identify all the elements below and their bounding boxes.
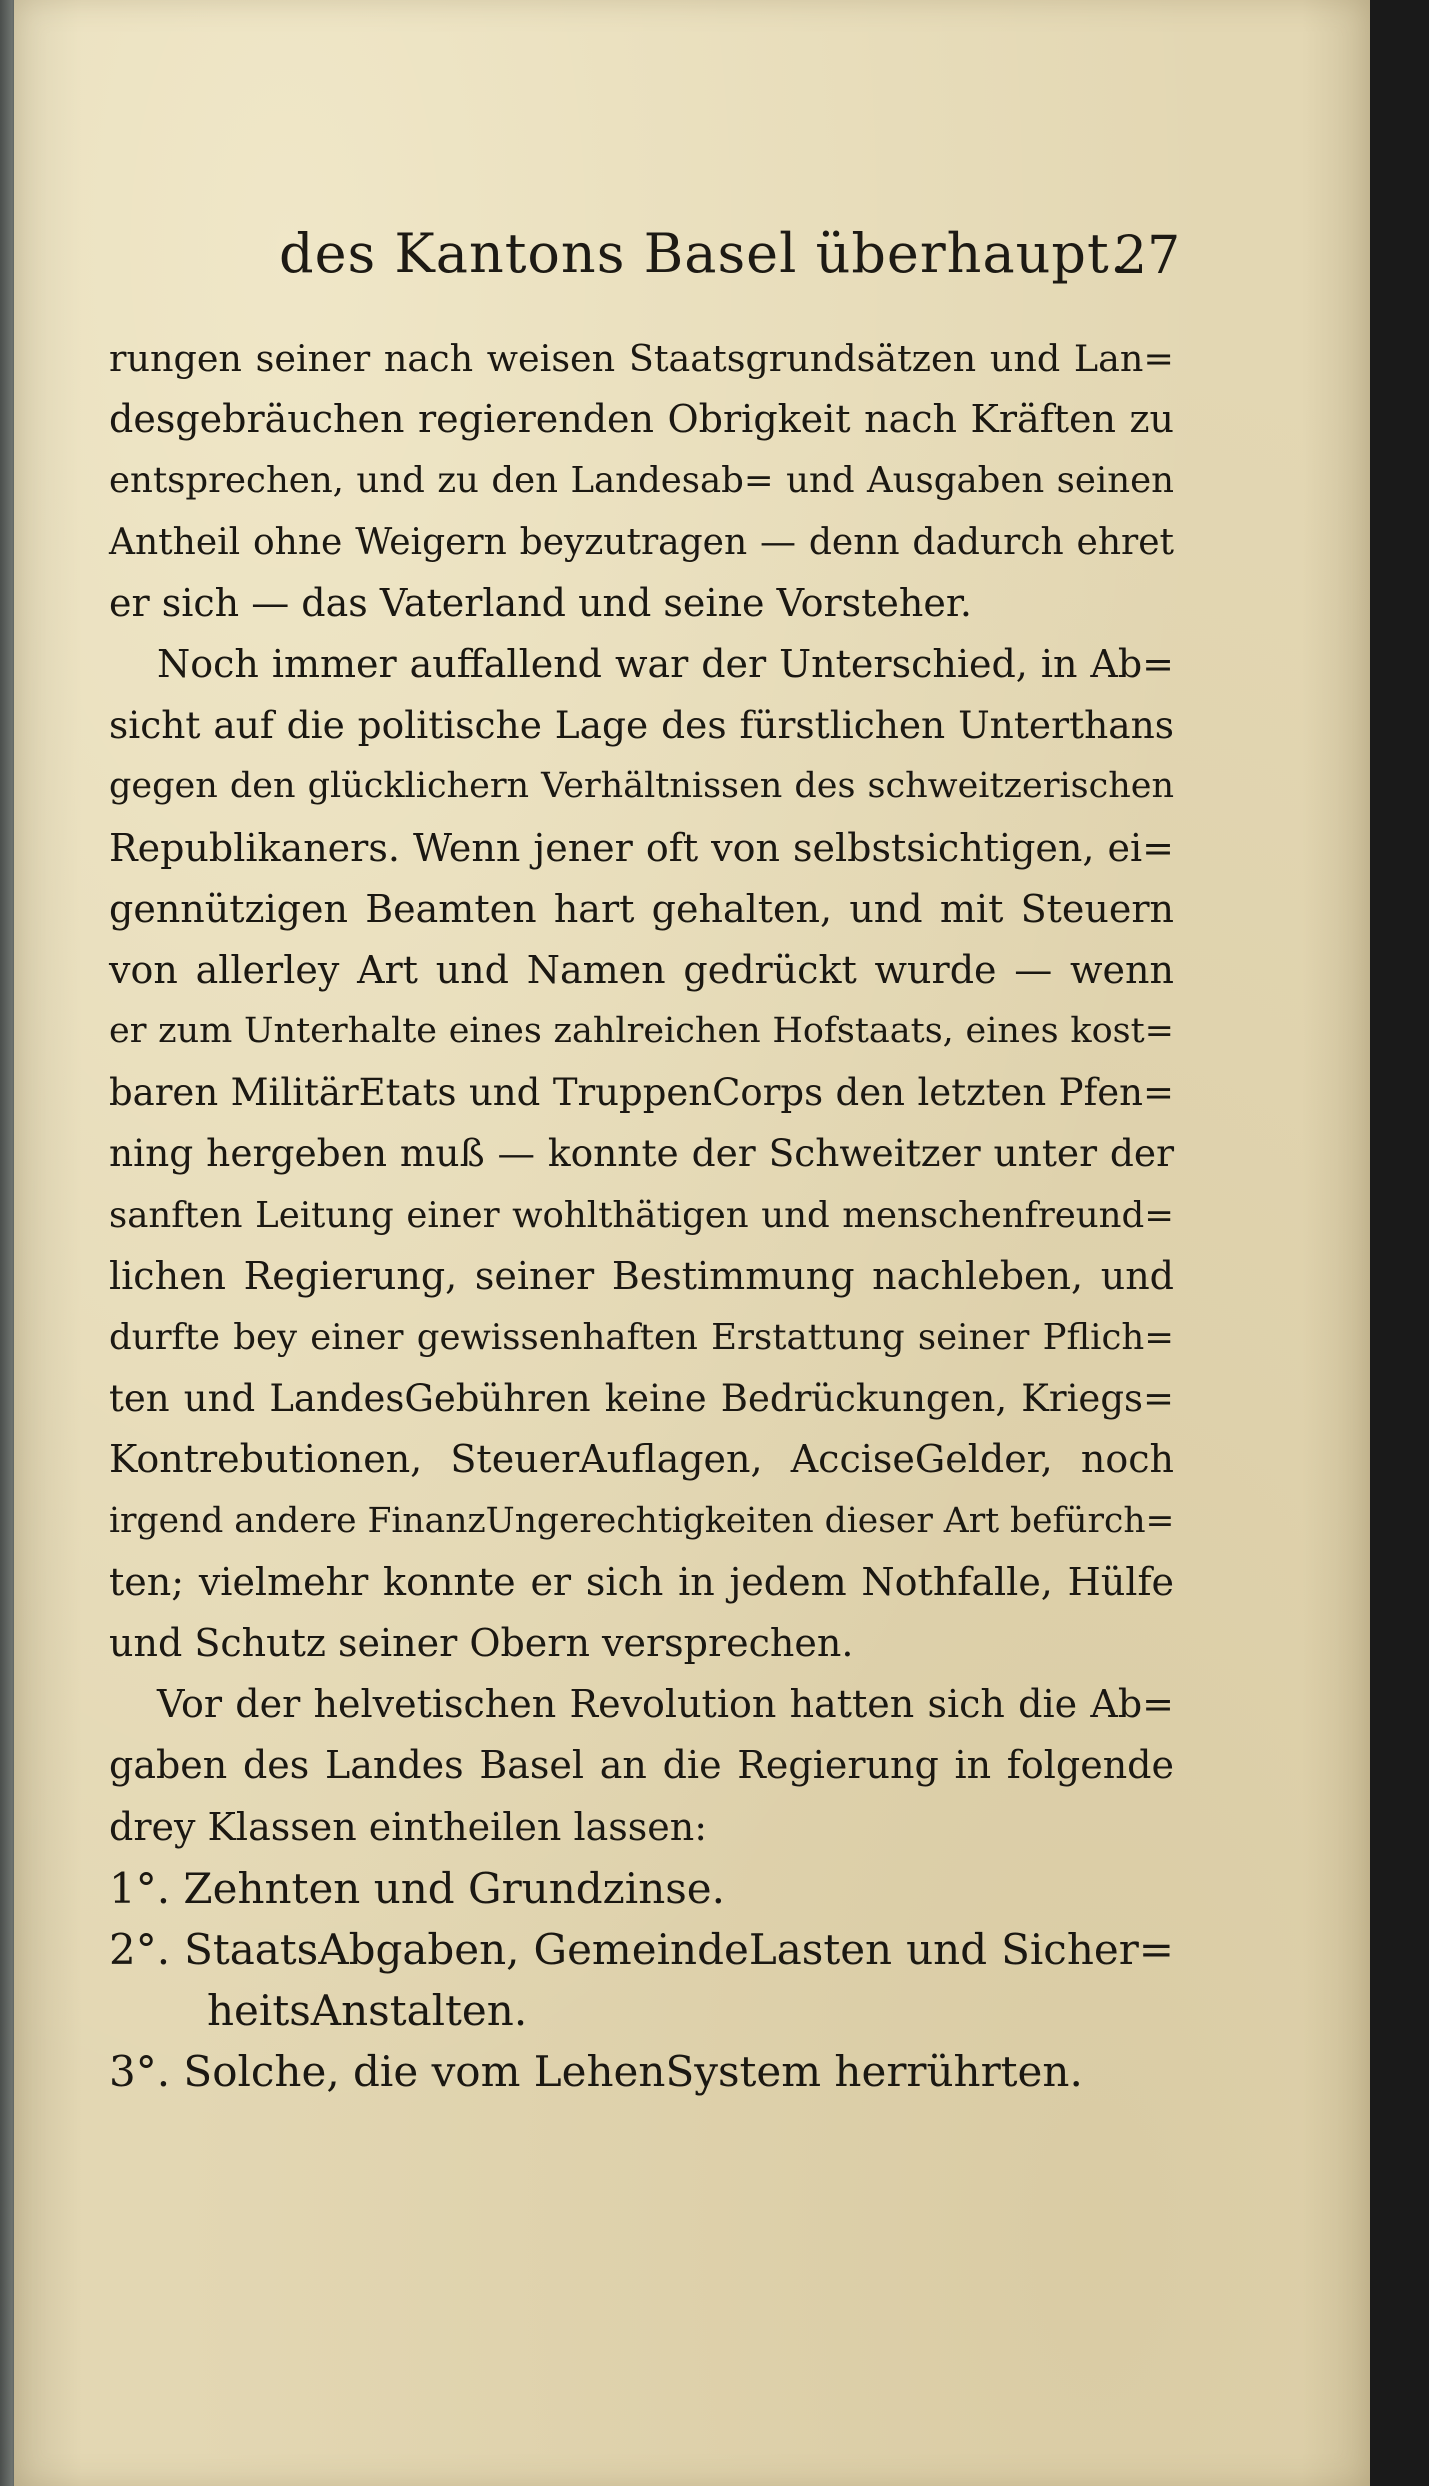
list-item-1: 1°. Zehnten und Grundzinse. [109,1863,726,1913]
text-line: ten; vielmehr konnte er sich in jedem Nothfalle, Hülfe [109,1559,1174,1604]
text-line: desgebräuchen regierenden Obrigkeit nach Kräften zu [109,397,1174,442]
text-line: ten und LandesGebühren keine Bedrückungen, Kriegs= [109,1377,1174,1421]
text-line: Vor der helvetischen Revolution hatten sich die Ab= [157,1682,1174,1727]
text-line: ning hergeben muß — konnte der Schweitzer unter der [109,1131,1174,1176]
page-number: 27 [1114,226,1181,286]
list-item-2-continued: heitsAnstalten. [207,1986,528,2036]
text-line: Noch immer auffallend war der Unterschied, in Ab= [157,641,1174,686]
text-line: gennützigen Beamten hart gehalten, und mit Steuern [109,886,1174,931]
text-line: Republikaners. Wenn jener oft von selbstsichtigen, ei= [109,825,1174,870]
text-line: durfte bey einer gewissenhaften Erstattung seiner Pflich= [109,1317,1174,1358]
text-line: gegen den glücklichern Verhältnissen des schweitzerischen [109,766,1174,807]
text-line: er zum Unterhalte eines zahlreichen Hofstaats, eines kost= [109,1011,1174,1052]
text-line: und Schutz seiner Obern versprechen. [109,1620,854,1665]
text-line: entsprechen, und zu den Landesab= und Ausgaben seinen [109,460,1174,502]
list-item-3: 3°. Solche, die vom LehenSystem herrührten. [109,2047,1083,2097]
body-text [109,328,1174,2102]
text-line: sanften Leitung einer wohlthätigen und menschenfreund= [109,1194,1174,1236]
text-line: irgend andere FinanzUngerechtigkeiten dieser Art befürch= [109,1500,1175,1541]
book-page [14,0,1370,2486]
text-line: Antheil ohne Weigern beyzutragen — denn dadurch ehret [109,521,1174,563]
text-line: gaben des Landes Basel an die Regierung in folgende [109,1743,1174,1788]
text-line: er sich — das Vaterland und seine Vorsteher. [109,580,972,625]
text-line: lichen Regierung, seiner Bestimmung nachleben, und [109,1253,1174,1298]
text-line: rungen seiner nach weisen Staatsgrundsätzen und Lan= [109,337,1174,380]
text-line: baren MilitärEtats und TruppenCorps den letzten Pfen= [109,1071,1174,1115]
list-item-2: 2°. StaatsAbgaben, GemeindeLasten und Sicher= [109,1924,1174,1974]
running-head: des Kantons Basel überhaupt. [279,222,1128,285]
text-line: drey Klassen eintheilen lassen: [109,1804,708,1849]
text-line: Kontrebutionen, SteuerAuflagen, AcciseGelder, noch [109,1437,1174,1482]
text-line: sicht auf die politische Lage des fürstlichen Unterthans [109,703,1174,748]
text-line: von allerley Art und Namen gedrückt wurde — wenn [109,947,1174,992]
